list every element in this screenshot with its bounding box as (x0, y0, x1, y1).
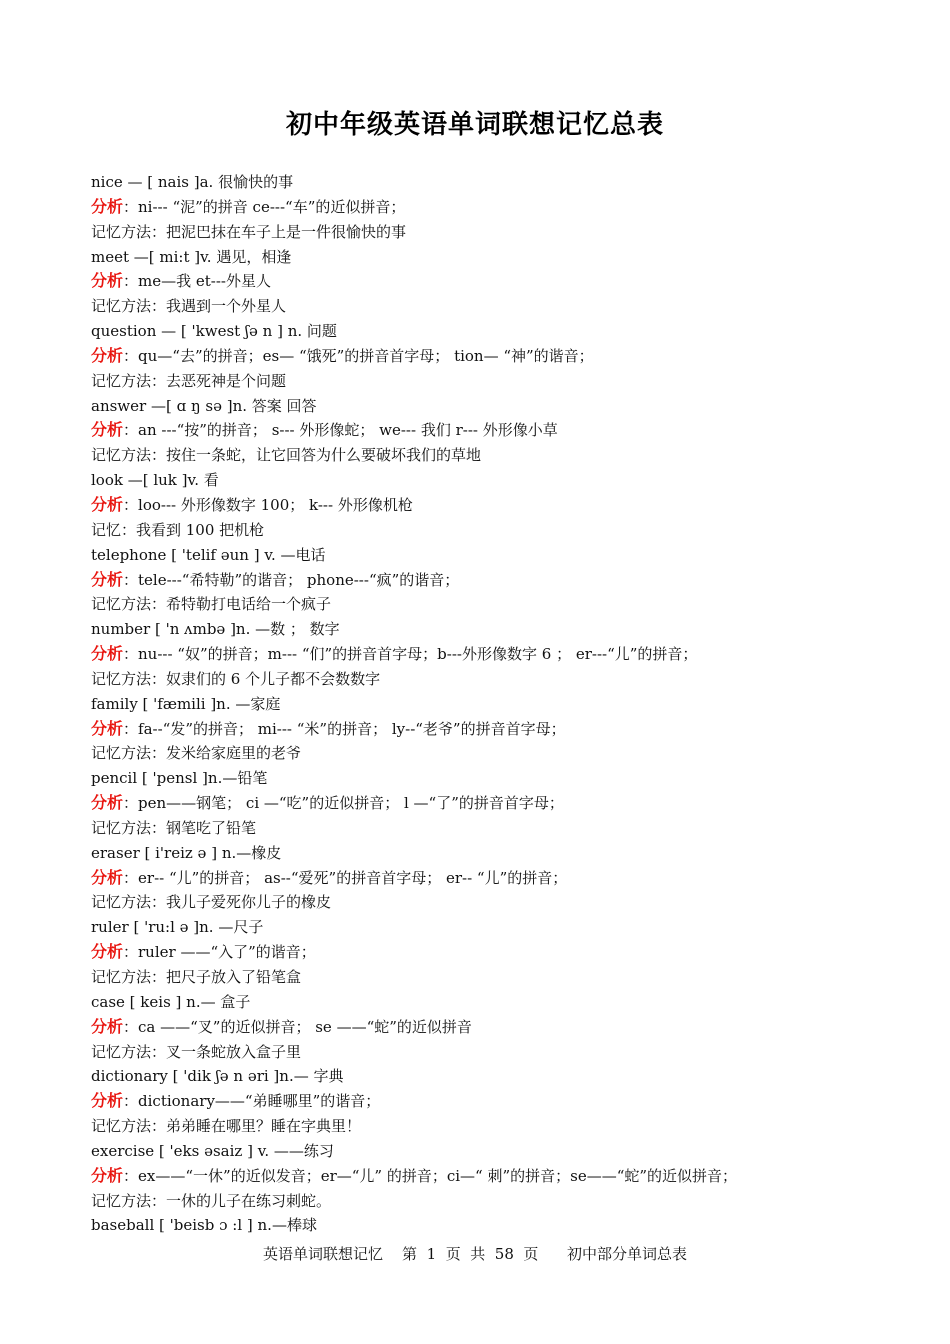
analysis-label: 分析 (91, 867, 124, 887)
entry-memory: 记忆方法：把泥巴抹在车子上是一件很愉快的事 (91, 222, 407, 241)
entry-word: telephone [ 'telif əun ] v. —电话 (91, 545, 326, 564)
entry-memory: 记忆方法：钢笔吃了铅笔 (91, 818, 257, 837)
entry-analysis (91, 1089, 891, 1114)
entry-analysis (91, 493, 891, 518)
analysis-text: ：fa--“发”的拼音； mi--- “米”的拼音； ly--“老爷”的拼音首字母； (123, 719, 566, 738)
analysis-text: ：an ---“按”的拼音； s--- 外形像蛇； we--- 我们 r--- 外形像小草 (123, 421, 558, 440)
analysis-label: 分析 (91, 1091, 124, 1111)
analysis-label: 分析 (91, 793, 124, 813)
analysis-label: 分析 (91, 1016, 124, 1036)
page-footer (0, 1243, 950, 1264)
entry-analysis (91, 940, 891, 965)
document-title: 初中年级英语单词联想记忆总表 (285, 110, 664, 140)
entry-word: baseball [ 'beisb ɔ :l ] n.—棒球 (91, 1216, 317, 1235)
entry-memory: 记忆方法：叉一条蛇放入盒子里 (91, 1042, 302, 1061)
entry-memory: 记忆方法：发米给家庭里的老爷 (91, 744, 302, 763)
analysis-text: ：dictionary——“弟睡哪里”的谐音； (123, 1092, 381, 1111)
entry-analysis (91, 195, 891, 220)
analysis-text: ：nu--- “奴”的拼音；m--- “们”的拼音首字母；b---外形像数字 6 ； er---“儿”的拼音； (123, 645, 698, 664)
analysis-label: 分析 (91, 420, 124, 440)
footer-page-suffix: 页 (523, 1245, 539, 1263)
analysis-label: 分析 (91, 345, 124, 365)
entry-memory: 记忆方法：按住一条蛇，让它回答为什么要破坏我们的草地 (91, 446, 482, 465)
footer-left: 英语单词联想记忆 (262, 1245, 383, 1263)
entry-memory: 记忆方法：希特勒打电话给一个疯子 (91, 595, 332, 614)
entry-analysis (91, 568, 891, 593)
entry-analysis (91, 418, 891, 443)
entry-memory: 记忆方法：把尺子放入了铅笔盒 (91, 968, 302, 986)
entry-memory: 记忆方法：去恶死神是个问题 (91, 371, 287, 390)
entry-word: ruler [ 'ru:l ə ]n. —尺子 (91, 918, 264, 937)
entry-memory: 记忆方法：我儿子爱死你儿子的橡皮 (91, 893, 332, 912)
entry-word: look —[ luk ]v. 看 (91, 471, 219, 490)
entry-analysis (91, 1164, 891, 1189)
footer-page-mid: 页 共 (445, 1245, 486, 1263)
entry-word: meet —[ mi:t ]v. 遇见，相逢 (91, 247, 292, 266)
entry-word: number [ 'n ʌmbə ]n. —数 ； 数字 (91, 620, 340, 639)
entry-memory: 记忆方法：我遇到一个外星人 (91, 297, 287, 316)
analysis-label: 分析 (91, 569, 124, 589)
analysis-label: 分析 (91, 196, 124, 216)
analysis-label: 分析 (91, 1165, 124, 1185)
entry-word: case [ keis ] n.— 盒子 (91, 992, 251, 1011)
footer-right: 初中部分单词总表 (567, 1245, 688, 1263)
analysis-text: ：me—我 et---外星人 (123, 272, 271, 291)
entry-memory: 记忆：我看到 100 把机枪 (91, 520, 265, 539)
analysis-text: ：tele---“希特勒”的谐音； phone---“疯”的谐音； (123, 570, 460, 589)
analysis-text: ：ni--- “泥”的拼音 ce---“车”的近似拼音； (123, 197, 406, 216)
entry-word: pencil [ 'pensl ]n.—铅笔 (91, 769, 268, 788)
entry-word: exercise [ 'eks əsaiz ] v. ——练习 (91, 1141, 334, 1160)
analysis-text: ：ca ——“叉”的近似拼音； se ——“蛇”的近似拼音 (123, 1017, 472, 1036)
entry-memory: 记忆方法：弟弟睡在哪里？睡在字典里！ (91, 1117, 362, 1136)
analysis-label: 分析 (91, 494, 124, 514)
analysis-label: 分析 (91, 644, 124, 664)
analysis-text: ：pen——钢笔； ci —“吃”的近似拼音； l —“了”的拼音首字母； (123, 794, 564, 813)
analysis-text: ：qu—“去”的拼音；es— “饿死”的拼音首字母； tion— “神”的谐音； (123, 346, 594, 365)
footer-page-prefix: 第 (402, 1245, 418, 1263)
analysis-text: ：er-- “儿”的拼音； as--“爱死”的拼音首字母； er-- “儿”的拼音； (123, 868, 568, 887)
entry-word: nice — [ nais ]a. 很愉快的事 (91, 173, 294, 191)
analysis-text: ：loo--- 外形像数字 100； k--- 外形像机枪 (123, 495, 413, 514)
entry-list (91, 170, 891, 1238)
analysis-text: ：ex——“一休”的近似发音；er—“儿” 的拼音；ci—“ 刺”的拼音；se——“蛇”的近似拼音； (123, 1166, 738, 1185)
footer-page-current: 1 (426, 1245, 437, 1263)
entry-memory: 记忆方法：奴隶们的 6 个儿子都不会数数字 (91, 669, 381, 688)
entry-analysis (91, 1015, 891, 1040)
entry-analysis (91, 269, 891, 294)
analysis-text: ：ruler ——“入了”的谐音； (123, 943, 316, 962)
entry-analysis (91, 866, 891, 891)
analysis-label: 分析 (91, 942, 124, 962)
entry-word: dictionary [ 'dik ʃə n əri ]n.— 字典 (91, 1067, 344, 1086)
entry-analysis (91, 344, 891, 369)
entry-word: family [ 'fæmili ]n. —家庭 (91, 694, 281, 713)
entry-analysis (91, 791, 891, 816)
analysis-label: 分析 (91, 718, 124, 738)
entry-word: answer —[ ɑ ŋ sə ]n. 答案 回答 (91, 396, 317, 415)
entry-analysis (91, 642, 891, 667)
analysis-label: 分析 (91, 271, 124, 291)
entry-word: eraser [ i'reiz ə ] n.—橡皮 (91, 843, 282, 862)
entry-memory: 记忆方法：一休的儿子在练习刺蛇。 (91, 1191, 332, 1210)
entry-word: question — [ 'kwest ʃə n ] n. 问题 (91, 322, 337, 341)
footer-page-total: 58 (494, 1245, 514, 1263)
entry-analysis (91, 717, 891, 742)
